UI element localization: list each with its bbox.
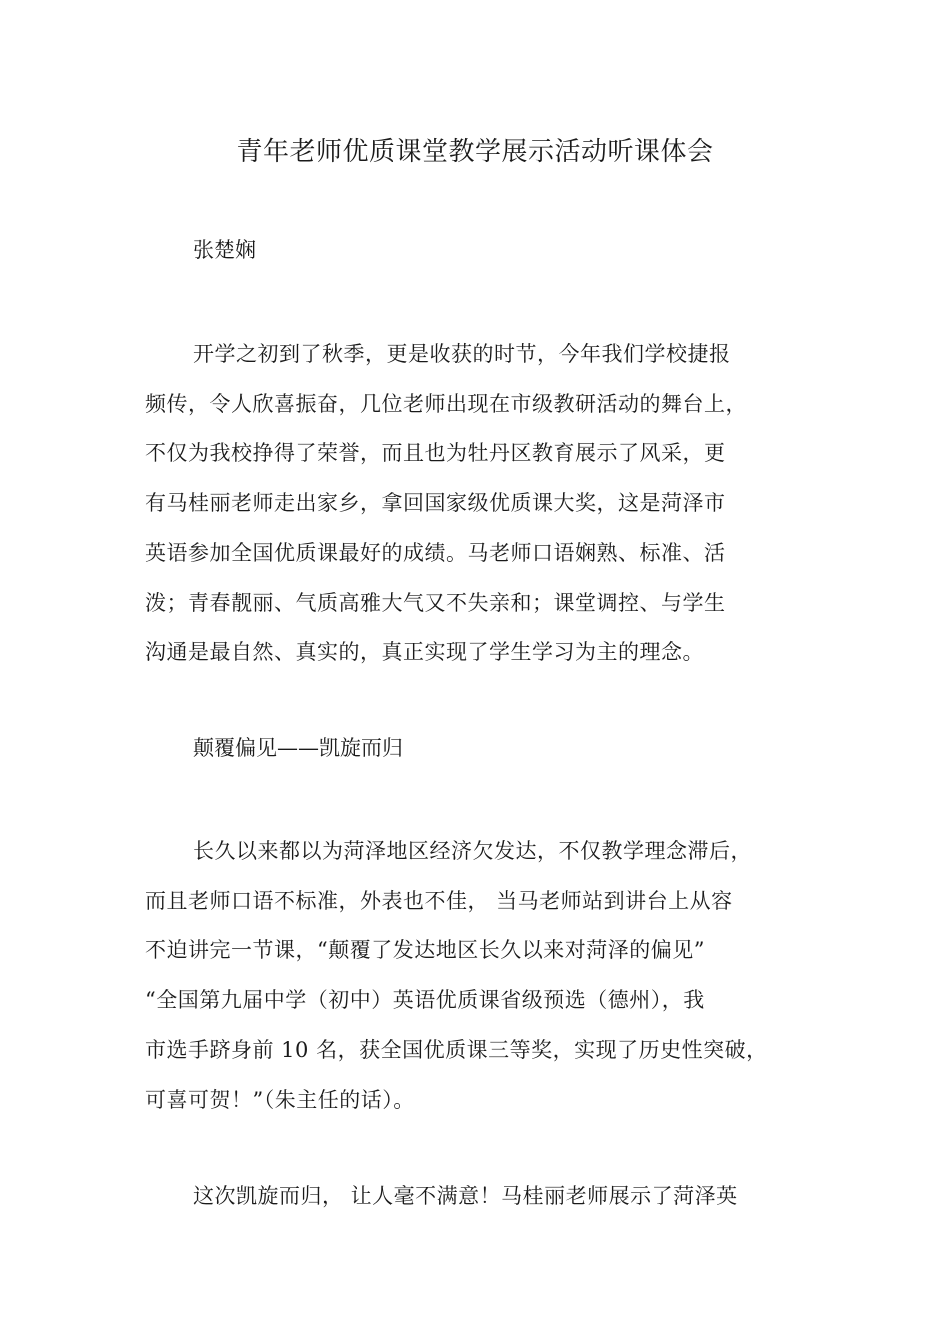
paragraph-line: 频传，令人欣喜振奋，几位老师出现在市级教研活动的舞台上，	[145, 391, 747, 416]
paragraph-line: 长久以来都以为菏泽地区经济欠发达，不仅教学理念滞后，	[193, 839, 752, 863]
paragraph-line: 英语参加全国优质课最好的成绩。马老师口语娴熟、标准、活	[145, 540, 726, 565]
paragraph-bias	[145, 827, 835, 1125]
section-heading: 颠覆偏见——凯旋而归	[193, 736, 403, 760]
paragraph-line: 开学之初到了秋季，更是收获的时节，今年我们学校捷报	[193, 342, 731, 366]
paragraph-triumph	[145, 1172, 835, 1222]
document-title: 青年老师优质课堂教学展示活动听课体会	[236, 137, 714, 167]
paragraph-line: 沟通是最自然、真实的，真正实现了学生学习为主的理念。	[145, 640, 704, 665]
paragraph-line: 这次凯旋而归， 让人毫不满意！马桂丽老师展示了菏泽英	[193, 1184, 738, 1208]
paragraph-line: 可喜可贺！”（朱主任的话）。	[145, 1087, 415, 1112]
paragraph-intro	[145, 330, 835, 678]
paragraph-line: 不仅为我校挣得了荣誉，而且也为牡丹区教育展示了风采，更	[145, 441, 726, 466]
paragraph-line: 而且老师口语不标准，外表也不佳， 当马老师站到讲台上从容	[145, 888, 733, 913]
paragraph-line: 市选手跻身前 10 名，获全国优质课三等奖，实现了历史性突破，	[145, 1037, 768, 1062]
paragraph-line: 不迫讲完一节课，“颠覆了发达地区长久以来对菏泽的偏见”	[145, 938, 705, 963]
author-name: 张楚娴	[193, 238, 256, 262]
paragraph-line: 有马桂丽老师走出家乡，拿回国家级优质课大奖，这是菏泽市	[145, 491, 726, 516]
paragraph-line: “全国第九届中学（初中）英语优质课省级预选（德州），我	[145, 988, 705, 1013]
paragraph-line: 泼；青春靓丽、气质高雅大气又不失亲和；课堂调控、与学生	[145, 590, 726, 615]
